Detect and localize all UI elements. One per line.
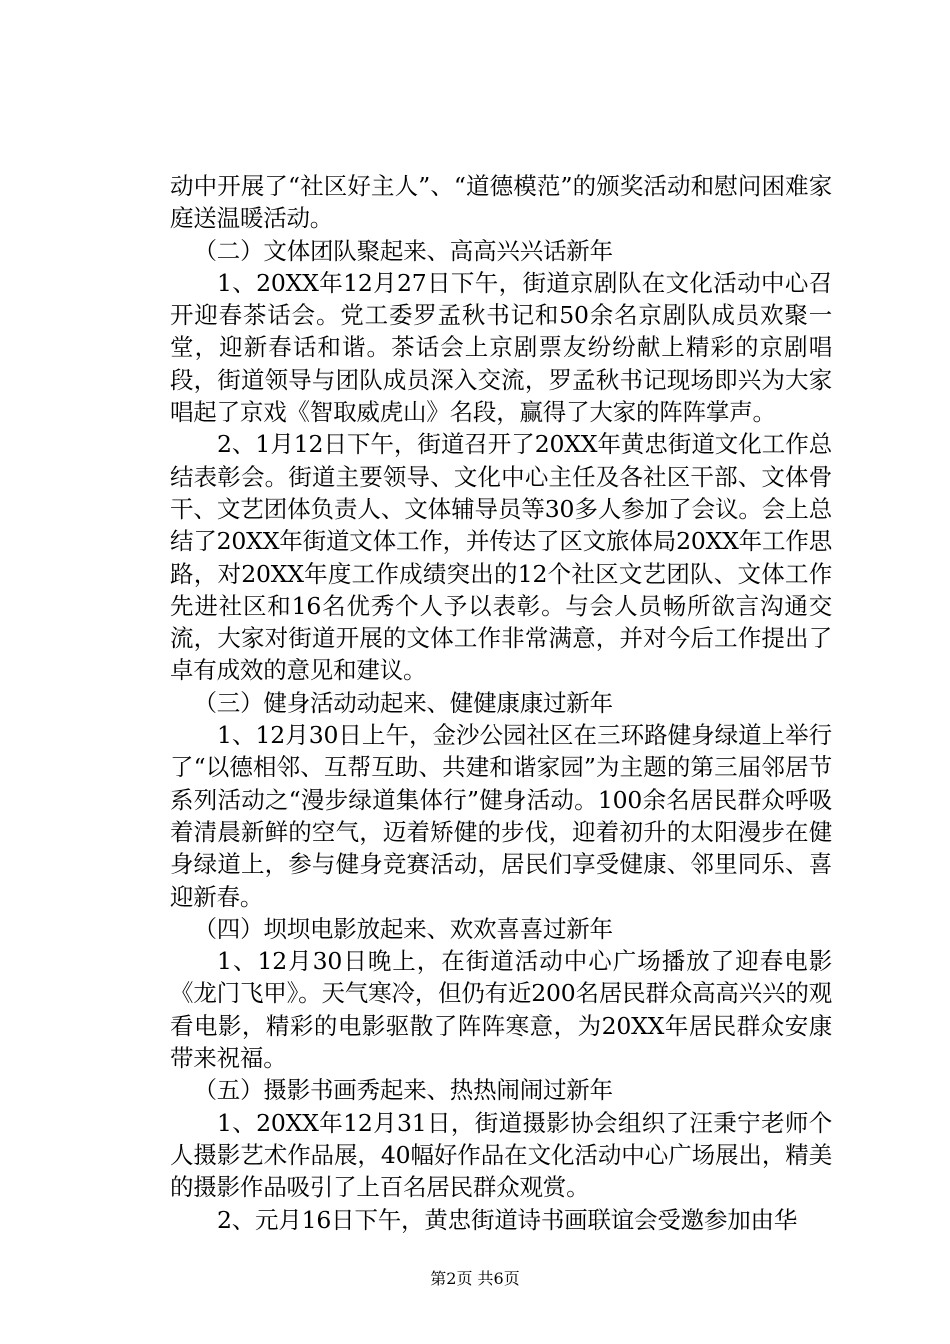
section-heading-4: （四）坝坝电影放起来、欢欢喜喜过新年 — [193, 914, 613, 943]
page-number-footer: 第2页 共6页 — [430, 1269, 520, 1288]
section-heading-5: （五）摄影书画秀起来、热热闹闹过新年 — [193, 1076, 613, 1105]
paragraph-calligraphy-association: 2、元月16日下午，黄忠街道诗书画联谊会受邀参加由华 — [217, 1205, 798, 1234]
paragraph-continuation: 动中开展了“社区好主人”、“道德模范”的颁奖活动和慰问困难家庭送温暖活动。 — [170, 172, 832, 233]
paragraph-outdoor-movie: 1、12月30日晚上，在街道活动中心广场播放了迎春电影《龙门飞甲》。天气寒冷，但仍有近200名居民群众高高兴兴的观看电影，精彩的电影驱散了阵阵寒意，为20XX年居民群众安康带来祝福。 — [170, 947, 832, 1073]
paragraph-culture-summary-meeting: 2、1月12日下午，街道召开了20XX年黄忠街道文化工作总结表彰会。街道主要领导、文化中心主任及各社区干部、文体骨干、文艺团体负责人、文体辅导员等30多人参加了会议。会上总结了20XX年街道文体工作，并传达了区文旅体局20XX年工作思路，对20XX年度工作成绩突出的12个社区文艺团队、文体工作先进社区和16名优秀个人予以表彰。与会人员畅所欲言沟通交流，大家对街道开展的文体工作非常满意，并对今后工作提出了卓有成效的意见和建议。 — [170, 430, 832, 685]
document-body — [170, 170, 832, 1236]
section-heading-2: （二）文体团队聚起来、高高兴兴话新年 — [193, 236, 613, 265]
paragraph-greenway-walk: 1、12月30日上午，金沙公园社区在三环路健身绿道上举行了“以德相邻、互帮互助、共建和谐家园”为主题的第三届邻居节系列活动之“漫步绿道集体行”健身活动。100余名居民群众呼吸着清晨新鲜的空气，迈着矫健的步伐，迎着初升的太阳漫步在健身绿道上，参与健身竞赛活动，居民们享受健康、邻里同乐、喜迎新春。 — [170, 721, 832, 911]
paragraph-opera-tea-party: 1、20XX年12月27日下午，街道京剧队在文化活动中心召开迎春茶话会。党工委罗孟秋书记和50余名京剧队成员欢聚一堂，迎新春话和谐。茶话会上京剧票友纷纷献上精彩的京剧唱段，街道领导与团队成员深入交流，罗孟秋书记现场即兴为大家唱起了京戏《智取威虎山》名段，赢得了大家的阵阵掌声。 — [170, 268, 832, 427]
paragraph-photo-exhibition: 1、20XX年12月31日，街道摄影协会组织了汪秉宁老师个人摄影艺术作品展，40幅好作品在文化活动中心广场展出，精美的摄影作品吸引了上百名居民群众观赏。 — [170, 1108, 832, 1202]
section-heading-3: （三）健身活动动起来、健健康康过新年 — [193, 688, 613, 717]
